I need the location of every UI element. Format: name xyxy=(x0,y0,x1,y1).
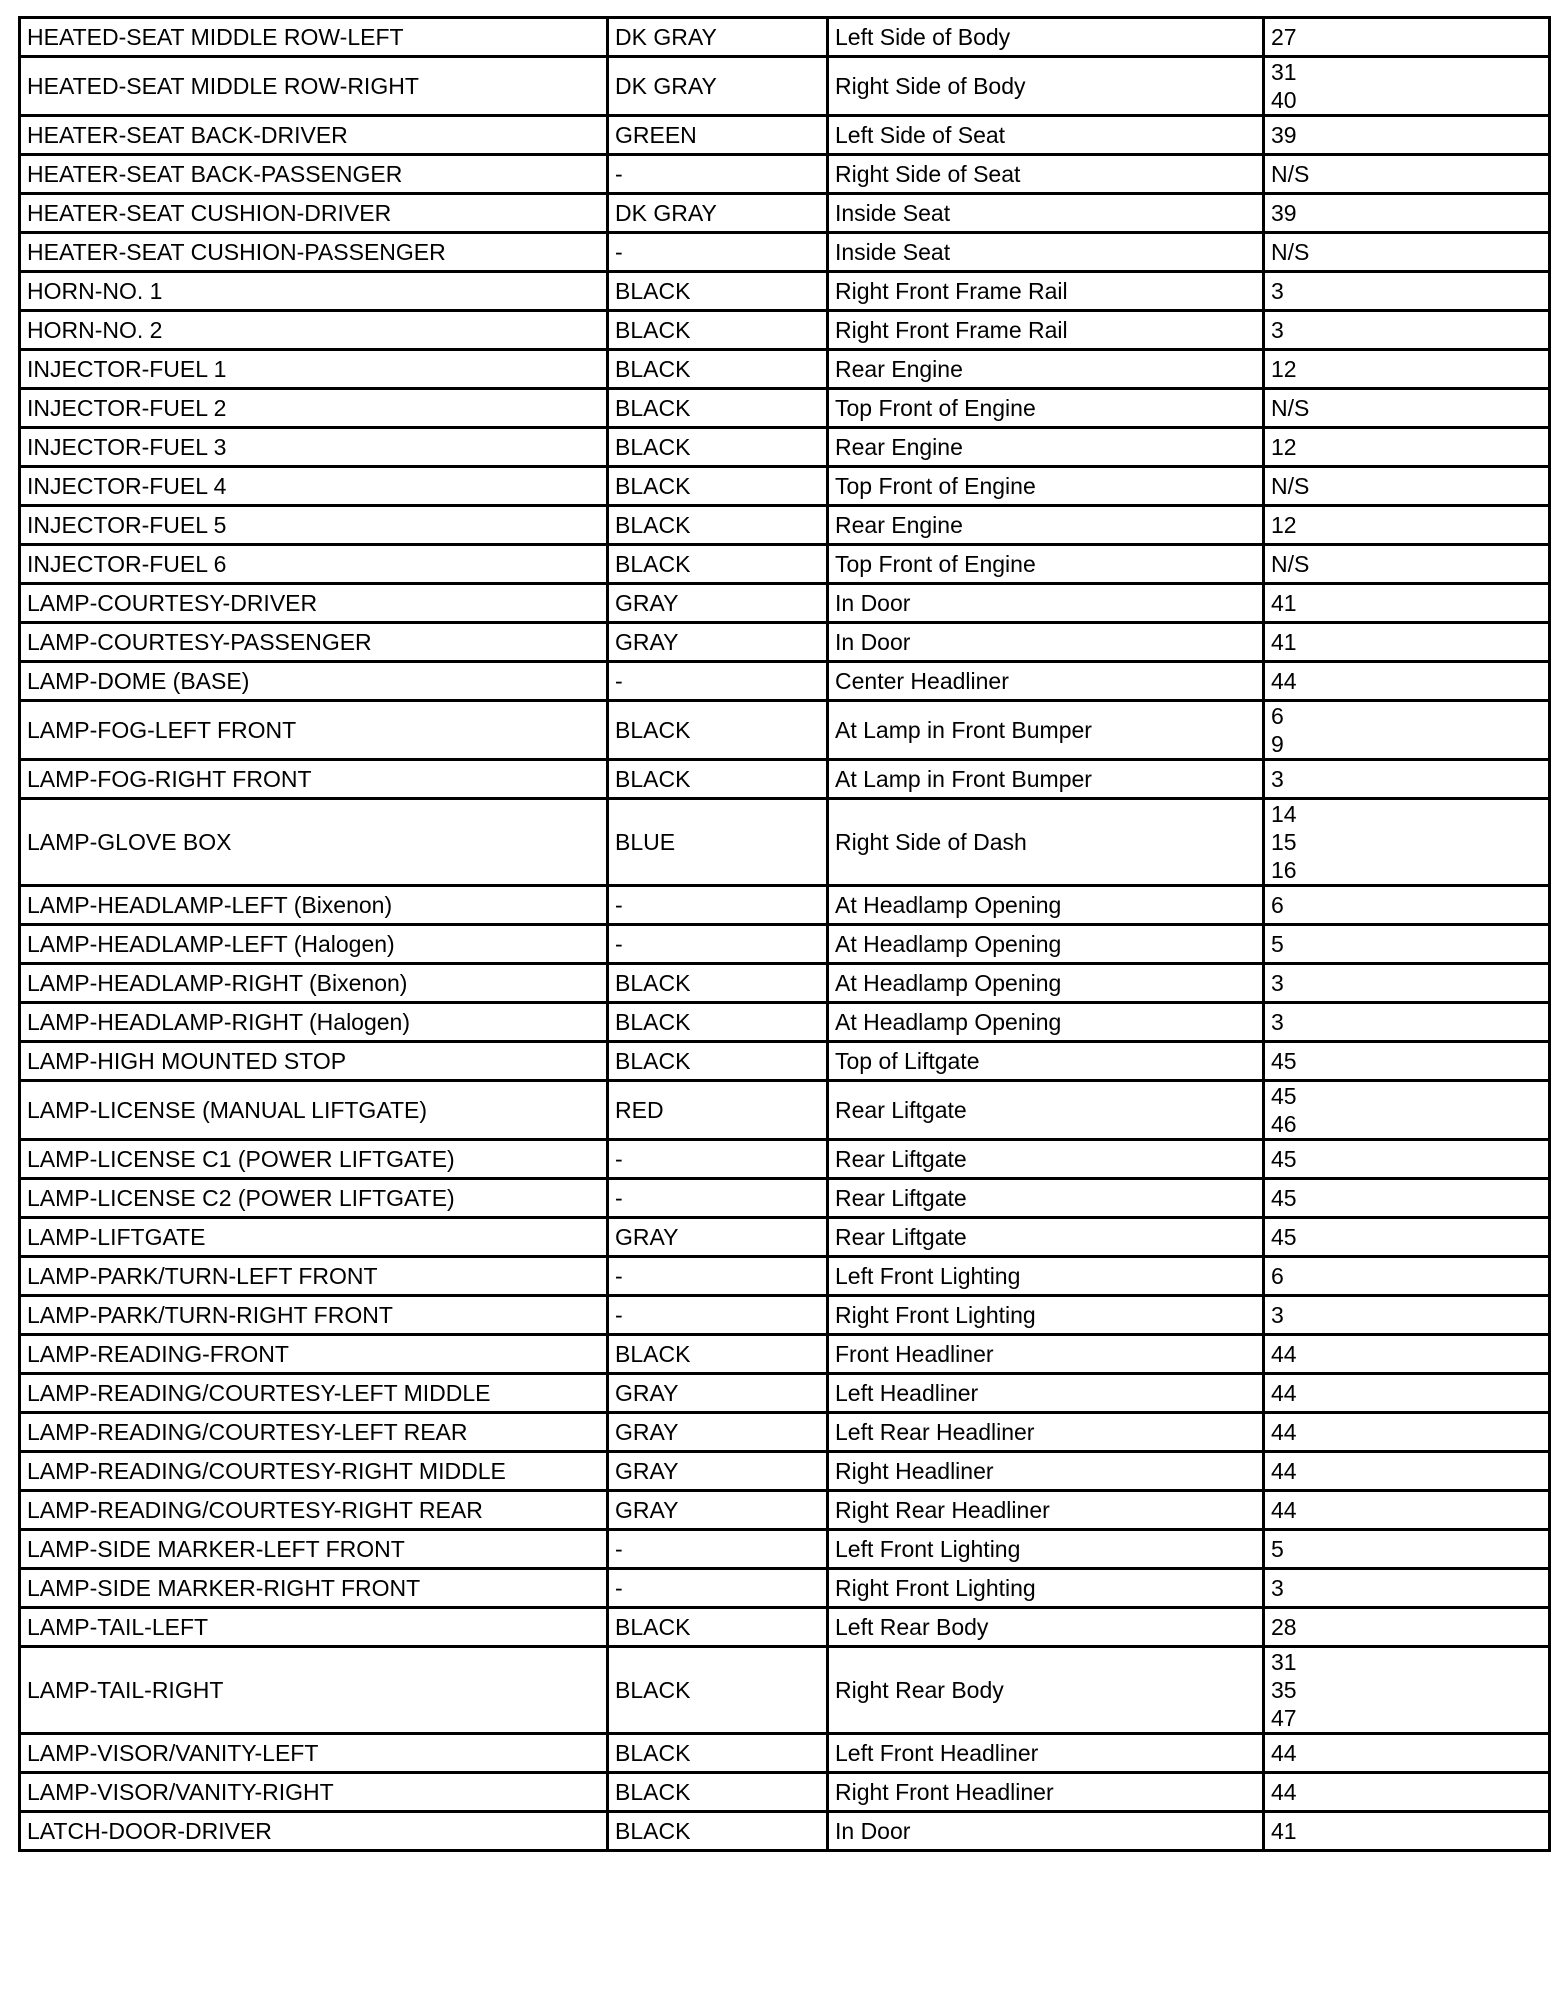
figure-number-cell xyxy=(1264,1734,1550,1773)
location-cell: Left Front Lighting xyxy=(828,1257,1264,1296)
location-cell: In Door xyxy=(828,1812,1264,1851)
location-cell: At Headlamp Opening xyxy=(828,886,1264,925)
figure-number-cell xyxy=(1264,1003,1550,1042)
connector-color-cell: BLACK xyxy=(608,1647,828,1734)
table-row xyxy=(20,1374,1550,1413)
figure-number-cell xyxy=(1264,701,1550,760)
figure-number-cell xyxy=(1264,467,1550,506)
connector-color-cell: GRAY xyxy=(608,1452,828,1491)
component-name-cell: HORN-NO. 2 xyxy=(20,311,608,350)
location-cell: Right Rear Headliner xyxy=(828,1491,1264,1530)
component-name-cell: LAMP-FOG-LEFT FRONT xyxy=(20,701,608,760)
connector-color-cell: GRAY xyxy=(608,1374,828,1413)
table-row xyxy=(20,233,1550,272)
location-cell: Left Headliner xyxy=(828,1374,1264,1413)
component-name-cell: LATCH-DOOR-DRIVER xyxy=(20,1812,608,1851)
figure-number: 16 xyxy=(1271,857,1297,883)
connector-color-cell: BLACK xyxy=(608,467,828,506)
figure-number: 3 xyxy=(1271,1575,1284,1601)
table-row xyxy=(20,389,1550,428)
component-name-cell: LAMP-SIDE MARKER-RIGHT FRONT xyxy=(20,1569,608,1608)
figure-number: 15 xyxy=(1271,829,1297,855)
table-row xyxy=(20,428,1550,467)
figure-number-cell xyxy=(1264,1413,1550,1452)
component-name-cell: INJECTOR-FUEL 4 xyxy=(20,467,608,506)
table-row xyxy=(20,1140,1550,1179)
figure-number: 12 xyxy=(1271,512,1297,538)
location-cell: In Door xyxy=(828,584,1264,623)
table-body xyxy=(20,18,1550,1851)
location-cell: At Headlamp Opening xyxy=(828,1003,1264,1042)
figure-number: 3 xyxy=(1271,1302,1284,1328)
connector-color-cell: - xyxy=(608,1569,828,1608)
figure-number-cell xyxy=(1264,1491,1550,1530)
figure-number-cell xyxy=(1264,1812,1550,1851)
figure-number: 9 xyxy=(1271,731,1284,757)
location-cell: Rear Liftgate xyxy=(828,1081,1264,1140)
connector-color-cell: BLACK xyxy=(608,1734,828,1773)
figure-number-cell xyxy=(1264,1569,1550,1608)
location-cell: Top Front of Engine xyxy=(828,467,1264,506)
figure-number: 46 xyxy=(1271,1111,1297,1137)
component-name-cell: LAMP-LICENSE C2 (POWER LIFTGATE) xyxy=(20,1179,608,1218)
location-cell: Rear Engine xyxy=(828,428,1264,467)
connector-color-cell: - xyxy=(608,1530,828,1569)
figure-number: 45 xyxy=(1271,1185,1297,1211)
figure-number-cell xyxy=(1264,1042,1550,1081)
figure-number-cell xyxy=(1264,1335,1550,1374)
figure-number: 40 xyxy=(1271,87,1297,113)
figure-number: 44 xyxy=(1271,1740,1297,1766)
location-cell: Front Headliner xyxy=(828,1335,1264,1374)
connector-color-cell: BLACK xyxy=(608,1773,828,1812)
figure-number: 3 xyxy=(1271,317,1284,343)
connector-color-cell: BLACK xyxy=(608,350,828,389)
table-row xyxy=(20,194,1550,233)
figure-number: 31 xyxy=(1271,59,1297,85)
figure-number: 47 xyxy=(1271,1705,1297,1731)
figure-number: 3 xyxy=(1271,278,1284,304)
connector-color-cell: BLACK xyxy=(608,311,828,350)
figure-number-cell xyxy=(1264,1608,1550,1647)
component-name-cell: LAMP-COURTESY-PASSENGER xyxy=(20,623,608,662)
connector-color-cell: BLACK xyxy=(608,1812,828,1851)
connector-color-cell: - xyxy=(608,233,828,272)
figure-number-cell xyxy=(1264,506,1550,545)
location-cell: Right Front Lighting xyxy=(828,1569,1264,1608)
location-cell: At Headlamp Opening xyxy=(828,925,1264,964)
figure-number-cell xyxy=(1264,1296,1550,1335)
figure-number-cell xyxy=(1264,233,1550,272)
figure-number-cell xyxy=(1264,545,1550,584)
location-cell: Rear Liftgate xyxy=(828,1140,1264,1179)
table-row xyxy=(20,311,1550,350)
figure-number: 44 xyxy=(1271,668,1297,694)
connector-color-cell: BLACK xyxy=(608,428,828,467)
table-row xyxy=(20,964,1550,1003)
location-cell: Right Rear Body xyxy=(828,1647,1264,1734)
location-cell: Left Rear Headliner xyxy=(828,1413,1264,1452)
connector-color-cell: - xyxy=(608,662,828,701)
table-row xyxy=(20,1491,1550,1530)
connector-color-cell: - xyxy=(608,1257,828,1296)
connector-color-cell: BLACK xyxy=(608,1003,828,1042)
component-name-cell: LAMP-READING-FRONT xyxy=(20,1335,608,1374)
location-cell: Top of Liftgate xyxy=(828,1042,1264,1081)
figure-number-cell xyxy=(1264,1257,1550,1296)
component-name-cell: INJECTOR-FUEL 6 xyxy=(20,545,608,584)
figure-number-cell xyxy=(1264,194,1550,233)
table-row xyxy=(20,1734,1550,1773)
figure-number: 44 xyxy=(1271,1458,1297,1484)
figure-number-cell xyxy=(1264,155,1550,194)
component-name-cell: LAMP-TAIL-LEFT xyxy=(20,1608,608,1647)
connector-color-cell: BLACK xyxy=(608,272,828,311)
figure-number-cell xyxy=(1264,1374,1550,1413)
figure-number: N/S xyxy=(1271,473,1310,499)
component-name-cell: LAMP-GLOVE BOX xyxy=(20,799,608,886)
figure-number-cell xyxy=(1264,799,1550,886)
figure-number: 6 xyxy=(1271,892,1284,918)
connector-color-cell: DK GRAY xyxy=(608,57,828,116)
figure-number: 12 xyxy=(1271,356,1297,382)
component-name-cell: LAMP-HIGH MOUNTED STOP xyxy=(20,1042,608,1081)
component-name-cell: LAMP-HEADLAMP-LEFT (Halogen) xyxy=(20,925,608,964)
component-name-cell: LAMP-VISOR/VANITY-LEFT xyxy=(20,1734,608,1773)
location-cell: Right Front Frame Rail xyxy=(828,272,1264,311)
component-name-cell: LAMP-READING/COURTESY-LEFT REAR xyxy=(20,1413,608,1452)
table-row xyxy=(20,116,1550,155)
component-name-cell: LAMP-LICENSE (MANUAL LIFTGATE) xyxy=(20,1081,608,1140)
figure-number-cell xyxy=(1264,584,1550,623)
table-row xyxy=(20,760,1550,799)
connector-color-cell: - xyxy=(608,1296,828,1335)
component-name-cell: LAMP-VISOR/VANITY-RIGHT xyxy=(20,1773,608,1812)
figure-number: 3 xyxy=(1271,1009,1284,1035)
figure-number-cell xyxy=(1264,964,1550,1003)
table-row xyxy=(20,57,1550,116)
component-name-cell: INJECTOR-FUEL 2 xyxy=(20,389,608,428)
figure-number-cell xyxy=(1264,886,1550,925)
figure-number: 44 xyxy=(1271,1341,1297,1367)
connector-color-cell: GRAY xyxy=(608,1218,828,1257)
figure-number: 44 xyxy=(1271,1419,1297,1445)
connector-color-cell: GRAY xyxy=(608,1413,828,1452)
connector-color-cell: - xyxy=(608,886,828,925)
location-cell: Left Front Lighting xyxy=(828,1530,1264,1569)
table-row xyxy=(20,1773,1550,1812)
table-row xyxy=(20,1608,1550,1647)
location-cell: Left Front Headliner xyxy=(828,1734,1264,1773)
figure-number: 5 xyxy=(1271,931,1284,957)
figure-number: 14 xyxy=(1271,801,1297,827)
component-name-cell: LAMP-HEADLAMP-RIGHT (Bixenon) xyxy=(20,964,608,1003)
component-name-cell: INJECTOR-FUEL 1 xyxy=(20,350,608,389)
figure-number: 5 xyxy=(1271,1536,1284,1562)
figure-number-cell xyxy=(1264,1218,1550,1257)
connector-color-cell: - xyxy=(608,1140,828,1179)
location-cell: Center Headliner xyxy=(828,662,1264,701)
figure-number: 12 xyxy=(1271,434,1297,460)
connector-location-sheet xyxy=(18,16,1548,1852)
component-name-cell: LAMP-TAIL-RIGHT xyxy=(20,1647,608,1734)
location-cell: Right Front Frame Rail xyxy=(828,311,1264,350)
figure-number-cell xyxy=(1264,760,1550,799)
connector-color-cell: BLACK xyxy=(608,1608,828,1647)
table-row xyxy=(20,1413,1550,1452)
location-cell: Right Side of Dash xyxy=(828,799,1264,886)
location-cell: Rear Engine xyxy=(828,350,1264,389)
figure-number: 39 xyxy=(1271,200,1297,226)
figure-number: 31 xyxy=(1271,1649,1297,1675)
figure-number: 28 xyxy=(1271,1614,1297,1640)
figure-number-cell xyxy=(1264,311,1550,350)
connector-color-cell: RED xyxy=(608,1081,828,1140)
figure-number-cell xyxy=(1264,1179,1550,1218)
component-name-cell: LAMP-LICENSE C1 (POWER LIFTGATE) xyxy=(20,1140,608,1179)
figure-number-cell xyxy=(1264,389,1550,428)
location-cell: Inside Seat xyxy=(828,194,1264,233)
location-cell: Inside Seat xyxy=(828,233,1264,272)
figure-number-cell xyxy=(1264,116,1550,155)
table-row xyxy=(20,1179,1550,1218)
figure-number-cell xyxy=(1264,662,1550,701)
figure-number-cell xyxy=(1264,1773,1550,1812)
location-cell: At Lamp in Front Bumper xyxy=(828,760,1264,799)
connector-color-cell: BLACK xyxy=(608,1335,828,1374)
table-row xyxy=(20,1335,1550,1374)
location-cell: At Lamp in Front Bumper xyxy=(828,701,1264,760)
figure-number-cell xyxy=(1264,57,1550,116)
location-cell: Rear Liftgate xyxy=(828,1179,1264,1218)
figure-number-cell xyxy=(1264,272,1550,311)
figure-number-cell xyxy=(1264,1140,1550,1179)
table-row xyxy=(20,350,1550,389)
table-row xyxy=(20,1569,1550,1608)
figure-number: 45 xyxy=(1271,1083,1297,1109)
component-name-cell: HEATER-SEAT CUSHION-PASSENGER xyxy=(20,233,608,272)
component-name-cell: LAMP-SIDE MARKER-LEFT FRONT xyxy=(20,1530,608,1569)
connector-color-cell: BLACK xyxy=(608,760,828,799)
location-cell: Right Headliner xyxy=(828,1452,1264,1491)
location-cell: Right Side of Body xyxy=(828,57,1264,116)
component-name-cell: HORN-NO. 1 xyxy=(20,272,608,311)
table-row xyxy=(20,623,1550,662)
table-row xyxy=(20,1296,1550,1335)
component-name-cell: LAMP-HEADLAMP-RIGHT (Halogen) xyxy=(20,1003,608,1042)
connector-color-cell: GRAY xyxy=(608,1491,828,1530)
table-row xyxy=(20,467,1550,506)
location-cell: At Headlamp Opening xyxy=(828,964,1264,1003)
location-cell: Right Front Headliner xyxy=(828,1773,1264,1812)
table-row xyxy=(20,1452,1550,1491)
connector-color-cell: BLACK xyxy=(608,964,828,1003)
table-row xyxy=(20,1530,1550,1569)
component-name-cell: LAMP-PARK/TURN-RIGHT FRONT xyxy=(20,1296,608,1335)
location-cell: Rear Engine xyxy=(828,506,1264,545)
component-name-cell: LAMP-HEADLAMP-LEFT (Bixenon) xyxy=(20,886,608,925)
figure-number: 44 xyxy=(1271,1380,1297,1406)
component-name-cell: HEATED-SEAT MIDDLE ROW-RIGHT xyxy=(20,57,608,116)
component-name-cell: LAMP-FOG-RIGHT FRONT xyxy=(20,760,608,799)
figure-number: 39 xyxy=(1271,122,1297,148)
figure-number-cell xyxy=(1264,925,1550,964)
table-row xyxy=(20,1218,1550,1257)
connector-color-cell: BLACK xyxy=(608,545,828,584)
figure-number-cell xyxy=(1264,623,1550,662)
figure-number-cell xyxy=(1264,18,1550,57)
figure-number: 45 xyxy=(1271,1048,1297,1074)
table-row xyxy=(20,1812,1550,1851)
component-name-cell: HEATER-SEAT CUSHION-DRIVER xyxy=(20,194,608,233)
component-name-cell: INJECTOR-FUEL 3 xyxy=(20,428,608,467)
figure-number: 35 xyxy=(1271,1677,1297,1703)
connector-color-cell: BLACK xyxy=(608,506,828,545)
table-row xyxy=(20,272,1550,311)
figure-number: N/S xyxy=(1271,551,1310,577)
figure-number: 27 xyxy=(1271,24,1297,50)
figure-number: 44 xyxy=(1271,1497,1297,1523)
component-name-cell: INJECTOR-FUEL 5 xyxy=(20,506,608,545)
figure-number: 6 xyxy=(1271,1263,1284,1289)
location-cell: Top Front of Engine xyxy=(828,545,1264,584)
component-name-cell: LAMP-READING/COURTESY-RIGHT REAR xyxy=(20,1491,608,1530)
table-row xyxy=(20,18,1550,57)
location-cell: Left Rear Body xyxy=(828,1608,1264,1647)
table-row xyxy=(20,1081,1550,1140)
figure-number: 3 xyxy=(1271,970,1284,996)
figure-number-cell xyxy=(1264,1530,1550,1569)
connector-color-cell: GRAY xyxy=(608,623,828,662)
figure-number: 6 xyxy=(1271,703,1284,729)
connector-location-table xyxy=(18,16,1551,1852)
table-row xyxy=(20,886,1550,925)
location-cell: Left Side of Body xyxy=(828,18,1264,57)
table-row xyxy=(20,155,1550,194)
connector-color-cell: BLACK xyxy=(608,389,828,428)
location-cell: Right Front Lighting xyxy=(828,1296,1264,1335)
component-name-cell: LAMP-PARK/TURN-LEFT FRONT xyxy=(20,1257,608,1296)
figure-number: N/S xyxy=(1271,395,1310,421)
location-cell: Right Side of Seat xyxy=(828,155,1264,194)
table-row xyxy=(20,925,1550,964)
connector-color-cell: - xyxy=(608,925,828,964)
connector-color-cell: - xyxy=(608,1179,828,1218)
figure-number-cell xyxy=(1264,428,1550,467)
figure-number-cell xyxy=(1264,1452,1550,1491)
connector-color-cell: BLUE xyxy=(608,799,828,886)
table-row xyxy=(20,799,1550,886)
table-row xyxy=(20,1647,1550,1734)
table-row xyxy=(20,506,1550,545)
figure-number: 45 xyxy=(1271,1146,1297,1172)
component-name-cell: HEATER-SEAT BACK-DRIVER xyxy=(20,116,608,155)
figure-number-cell xyxy=(1264,1647,1550,1734)
figure-number: 44 xyxy=(1271,1779,1297,1805)
figure-number: 41 xyxy=(1271,590,1297,616)
component-name-cell: LAMP-COURTESY-DRIVER xyxy=(20,584,608,623)
connector-color-cell: DK GRAY xyxy=(608,194,828,233)
location-cell: Top Front of Engine xyxy=(828,389,1264,428)
connector-color-cell: DK GRAY xyxy=(608,18,828,57)
figure-number-cell xyxy=(1264,350,1550,389)
component-name-cell: LAMP-LIFTGATE xyxy=(20,1218,608,1257)
connector-color-cell: GREEN xyxy=(608,116,828,155)
connector-color-cell: GRAY xyxy=(608,584,828,623)
component-name-cell: HEATED-SEAT MIDDLE ROW-LEFT xyxy=(20,18,608,57)
figure-number: N/S xyxy=(1271,161,1310,187)
table-row xyxy=(20,1003,1550,1042)
figure-number-cell xyxy=(1264,1081,1550,1140)
connector-color-cell: BLACK xyxy=(608,1042,828,1081)
table-row xyxy=(20,545,1550,584)
connector-color-cell: BLACK xyxy=(608,701,828,760)
figure-number: N/S xyxy=(1271,239,1310,265)
component-name-cell: LAMP-DOME (BASE) xyxy=(20,662,608,701)
location-cell: Rear Liftgate xyxy=(828,1218,1264,1257)
table-row xyxy=(20,584,1550,623)
figure-number: 3 xyxy=(1271,766,1284,792)
table-row xyxy=(20,1042,1550,1081)
component-name-cell: HEATER-SEAT BACK-PASSENGER xyxy=(20,155,608,194)
figure-number: 41 xyxy=(1271,1818,1297,1844)
table-row xyxy=(20,662,1550,701)
location-cell: In Door xyxy=(828,623,1264,662)
table-row xyxy=(20,701,1550,760)
connector-color-cell: - xyxy=(608,155,828,194)
location-cell: Left Side of Seat xyxy=(828,116,1264,155)
figure-number: 45 xyxy=(1271,1224,1297,1250)
figure-number: 41 xyxy=(1271,629,1297,655)
component-name-cell: LAMP-READING/COURTESY-RIGHT MIDDLE xyxy=(20,1452,608,1491)
component-name-cell: LAMP-READING/COURTESY-LEFT MIDDLE xyxy=(20,1374,608,1413)
table-row xyxy=(20,1257,1550,1296)
